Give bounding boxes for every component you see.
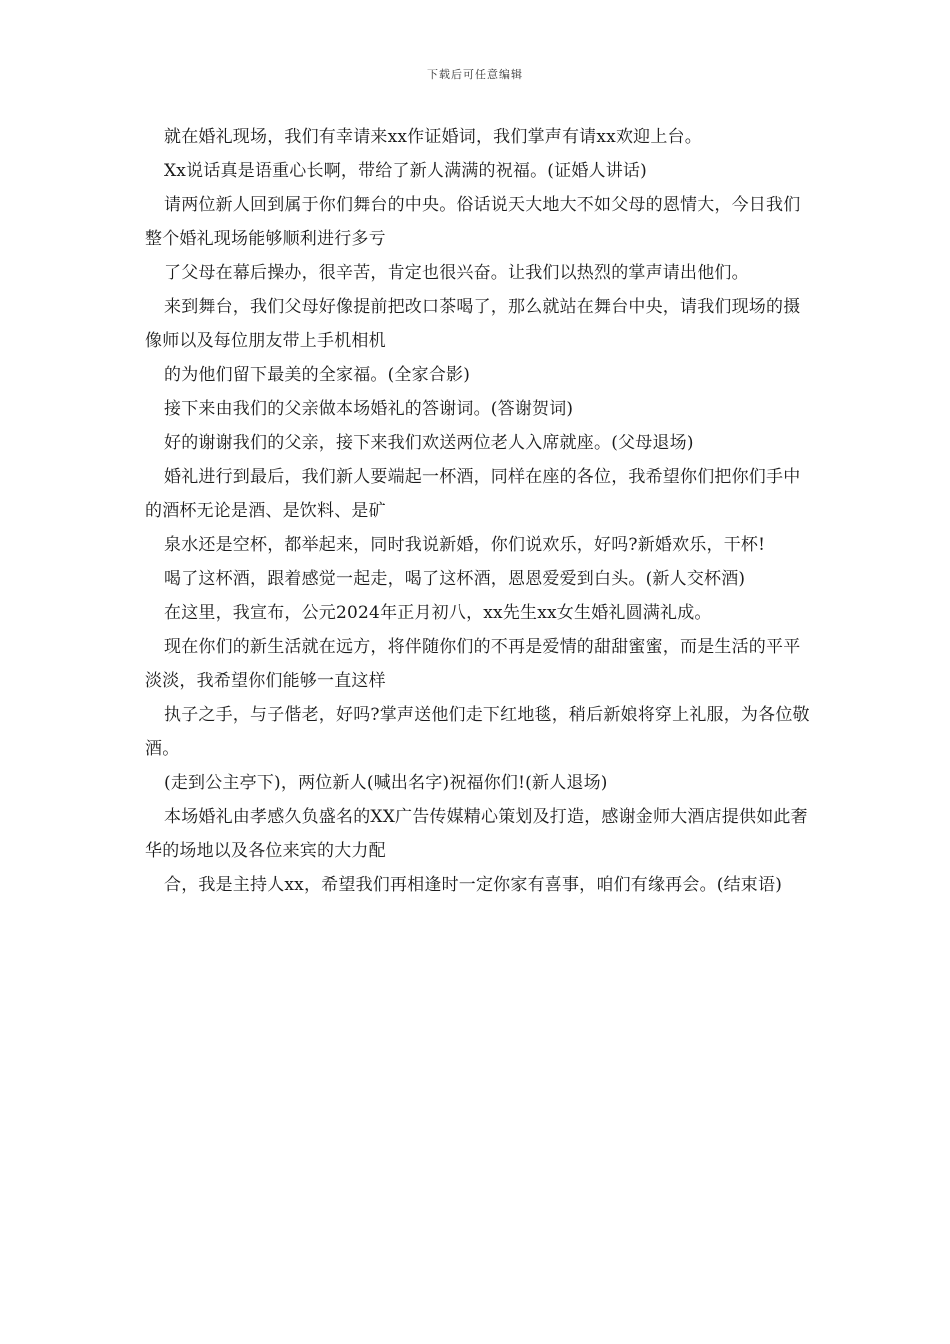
paragraph-7: 接下来由我们的父亲做本场婚礼的答谢词。(答谢贺词) bbox=[164, 399, 574, 419]
paragraph-11: 喝了这杯酒，跟着感觉一起走，喝了这杯酒，恩恩爱爱到白头。(新人交杯酒) bbox=[164, 569, 746, 589]
paragraph-10: 泉水还是空杯，都举起来，同时我说新婚，你们说欢乐，好吗?新婚欢乐，干杯! bbox=[164, 535, 766, 555]
paragraph-14: 执子之手，与子偕老，好吗?掌声送他们走下红地毯，稍后新娘将穿上礼服，为各位敬酒。 bbox=[145, 705, 810, 759]
paragraph-9: 婚礼进行到最后，我们新人要端起一杯酒，同样在座的各位，我希望你们把你们手中的酒杯无论是酒、是饮料、是矿 bbox=[145, 467, 801, 521]
paragraph-3: 请两位新人回到属于你们舞台的中央。俗话说天大地大不如父母的恩情大，今日我们整个婚礼现场能够顺利进行多亏 bbox=[145, 195, 801, 249]
paragraph-2: Xx说话真是语重心长啊，带给了新人满满的祝福。(证婚人讲话) bbox=[164, 161, 647, 181]
paragraph-17: 合，我是主持人xx，希望我们再相逢时一定你家有喜事，咱们有缘再会。(结束语) bbox=[164, 875, 783, 895]
paragraph-4: 了父母在幕后操办，很辛苦，肯定也很兴奋。让我们以热烈的掌声请出他们。 bbox=[164, 263, 749, 283]
paragraph-6: 的为他们留下最美的全家福。(全家合影) bbox=[164, 365, 471, 385]
paragraph-8: 好的谢谢我们的父亲，接下来我们欢送两位老人入席就座。(父母退场) bbox=[164, 433, 694, 453]
page-header: 下载后可任意编辑 bbox=[427, 68, 523, 81]
paragraph-13: 现在你们的新生活就在远方，将伴随你们的不再是爱情的甜甜蜜蜜，而是生活的平平淡淡，我希望你们能够一直这样 bbox=[145, 637, 801, 691]
paragraph-1: 就在婚礼现场，我们有幸请来xx作证婚词，我们掌声有请xx欢迎上台。 bbox=[164, 127, 702, 147]
paragraph-16: 本场婚礼由孝感久负盛名的XX广告传媒精心策划及打造，感谢金师大酒店提供如此奢华的场地以及各位来宾的大力配 bbox=[145, 807, 808, 861]
paragraph-12: 在这里，我宣布，公元2024年正月初八，xx先生xx女生婚礼圆满礼成。 bbox=[164, 603, 712, 623]
paragraph-5: 来到舞台，我们父母好像提前把改口茶喝了，那么就站在舞台中央，请我们现场的摄像师以及每位朋友带上手机相机 bbox=[145, 297, 801, 351]
paragraph-15: (走到公主亭下)，两位新人(喊出名字)祝福你们!(新人退场) bbox=[164, 773, 608, 793]
document-body bbox=[145, 120, 810, 902]
